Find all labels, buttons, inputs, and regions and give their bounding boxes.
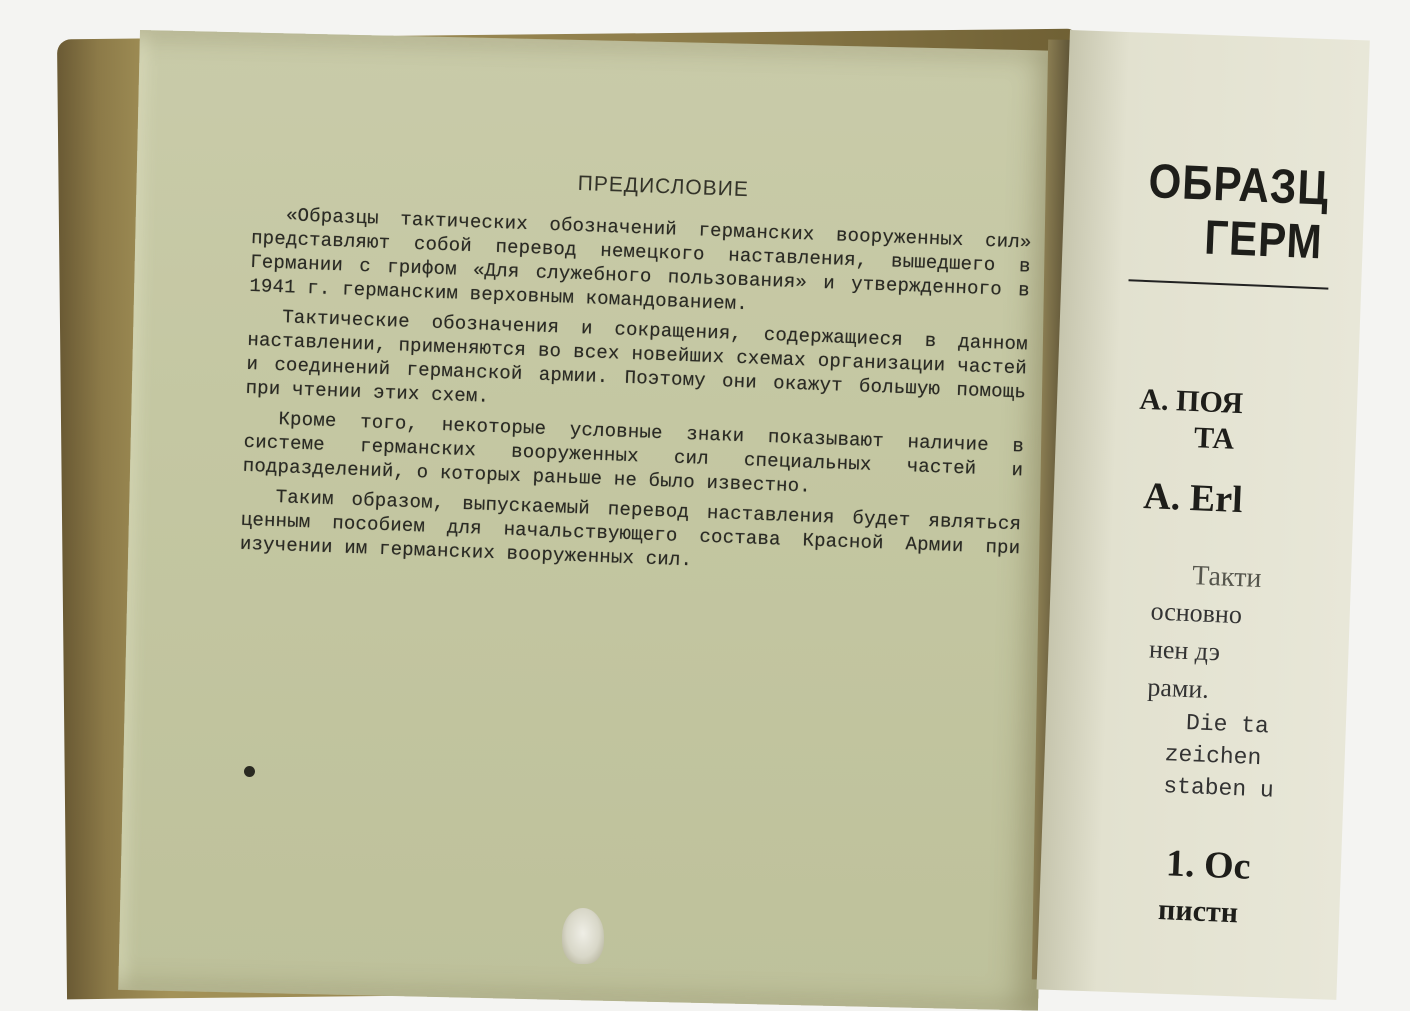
numbered-heading: 1. Oc xyxy=(1165,842,1252,888)
ink-dot xyxy=(244,766,255,777)
right-page-text xyxy=(1118,150,1410,936)
right-title-line-2: ГЕРМ xyxy=(1203,209,1324,269)
right-line-4: рами. xyxy=(1146,672,1210,704)
preface-paragraph-4: Таким образом, выпускаемый перевод наставления будет являться ценным пособием для начальствующего состава Красной Армии при изучении им германских вооруженных сил. xyxy=(239,486,1022,572)
section-a-ru-line-2: ТА xyxy=(1193,421,1235,456)
title-rule xyxy=(1128,279,1328,289)
preface-heading: ПРЕДИСЛОВИЕ xyxy=(577,171,750,202)
right-title-line-1: ОБРАЗЦ xyxy=(1147,153,1331,216)
preface-paragraph-1: «Образцы тактических обозначений германских вооруженных сил» представляют собой перевод немецкого наставления, вышедшего в Германии с грифом «Для служебного пользования» и утвержденного в 1941 г. германским верховным командованием. xyxy=(248,204,1032,316)
preface-paragraph-3: Кроме того, некоторые условные знаки показывают наличие в системе германских вооруженных сил специальных частей и подразделений, о которых раньше не было известно. xyxy=(242,408,1025,498)
page-hole xyxy=(562,908,604,964)
section-a-ru-line-1: А. ПОЯ xyxy=(1138,382,1244,421)
german-line-2: zeichen xyxy=(1164,741,1262,772)
preface-paragraph-2: Тактические обозначения и сокращения, содержащиеся в данном наставлении, применяются во всех новейших схемах организации частей и соединений германской армии. Поэтому они окажут большую помощь при чтении этих схем. xyxy=(245,306,1029,408)
right-paragraph-start: Такти xyxy=(1191,560,1263,595)
german-line-3: staben u xyxy=(1162,773,1275,804)
german-line-1: Die ta xyxy=(1185,710,1270,740)
section-a-de: A. Erl xyxy=(1142,475,1244,522)
numbered-heading-line-2: пистн xyxy=(1157,893,1239,930)
left-page-text xyxy=(239,160,1033,590)
right-line-3: нен дэ xyxy=(1148,634,1221,667)
right-line-2: основно xyxy=(1150,596,1243,630)
